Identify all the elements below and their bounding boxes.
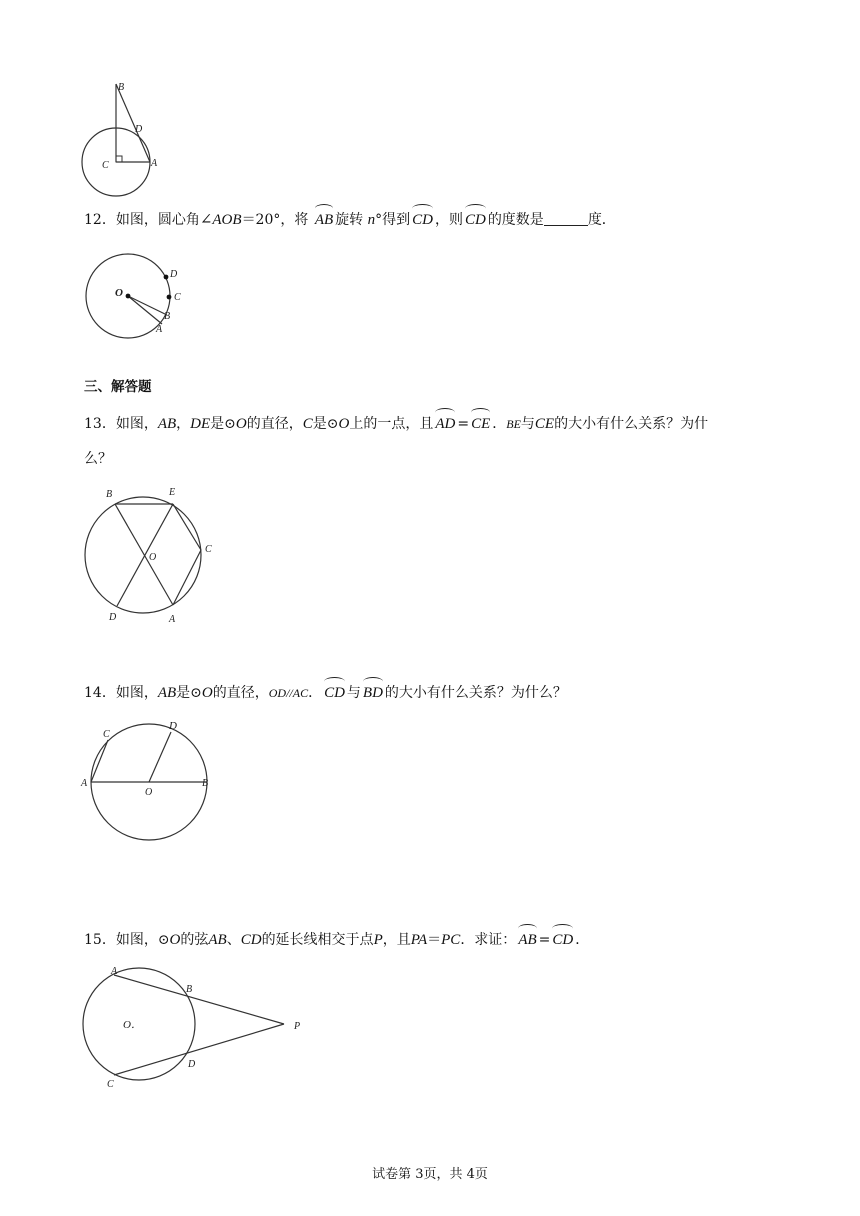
q12-mid2: °得到 xyxy=(375,212,411,228)
point-o xyxy=(126,294,131,299)
q12-answer-blank[interactable] xyxy=(544,211,588,226)
label-d: D xyxy=(170,269,178,280)
section-title: 三、解答题 xyxy=(84,379,152,395)
radius-od xyxy=(149,732,171,782)
chord-ec xyxy=(173,504,201,550)
segment-ba xyxy=(116,84,150,162)
page-footer xyxy=(0,1163,860,1182)
label-o: O． xyxy=(123,1019,142,1031)
label-b: B xyxy=(186,984,193,995)
question-14 xyxy=(84,679,567,703)
label-c: C xyxy=(102,160,109,171)
q13-arc-ce: CE xyxy=(471,410,490,434)
label-b: B xyxy=(118,82,125,93)
q15-t1: 的弦 xyxy=(180,932,209,948)
q15-t5: ＝ xyxy=(427,932,442,948)
q14-od-ac: OD//AC xyxy=(268,686,309,700)
label-a: A xyxy=(156,324,163,335)
q12-arc-cd-2: CD xyxy=(465,206,486,230)
q13-ab: AB xyxy=(157,416,177,432)
label-o: O xyxy=(115,287,123,299)
label-a: A xyxy=(151,158,158,169)
label-d: D xyxy=(188,1059,196,1070)
label-c: C xyxy=(103,729,110,740)
label-b: B xyxy=(202,778,209,789)
point-d xyxy=(164,275,169,280)
q13-de: DE xyxy=(190,416,211,432)
q14-ab: AB xyxy=(157,685,177,701)
figure-q14 xyxy=(78,716,218,842)
label-d: D xyxy=(169,720,177,732)
q15-cd: CD xyxy=(240,932,262,948)
page-number: 试卷第 3页，共 4页 xyxy=(372,1167,488,1182)
figure-q13 xyxy=(80,482,220,628)
q15-number: 15．如图，⊙ xyxy=(84,932,170,948)
figure-q11-svg xyxy=(78,78,168,198)
q14-t3: ． xyxy=(308,685,323,701)
q14-t2: 的直径， xyxy=(212,685,269,701)
q15-t7: ． xyxy=(575,932,590,948)
q13-ce: CE xyxy=(534,416,555,432)
label-a: A xyxy=(111,966,118,977)
secant-ap xyxy=(114,975,284,1024)
q12-mid3: ，则 xyxy=(434,212,463,228)
q15-arc-ab: AB xyxy=(518,926,536,950)
q15-t3: 的延长线相交于点 xyxy=(261,932,374,948)
q13-t4: 的直径， xyxy=(246,416,303,432)
q15-pc: PC xyxy=(441,932,461,948)
q12-eq: ＝20°，将 xyxy=(241,212,309,228)
q13-number: 13．如图， xyxy=(84,416,158,432)
q12-n: n xyxy=(367,212,376,228)
q15-pa: PA xyxy=(410,932,428,948)
q13-t10: 么？ xyxy=(84,451,112,467)
q13-o2: O xyxy=(338,416,350,432)
q14-o: O xyxy=(201,685,213,701)
secant-cp xyxy=(114,1024,284,1075)
label-o: O xyxy=(149,552,157,563)
q15-t4: ，且 xyxy=(382,932,411,948)
q15-p: P xyxy=(373,932,383,948)
q13-eq: = xyxy=(457,416,470,432)
q13-t6: 上的一点，且 xyxy=(349,416,434,432)
label-a: A xyxy=(169,614,176,625)
q14-t4: 与 xyxy=(346,685,361,701)
question-15 xyxy=(84,926,589,950)
q14-arc-bd: BD xyxy=(363,679,383,703)
label-b: B xyxy=(164,311,171,322)
label-o: O xyxy=(145,787,153,798)
q12-angle: ∠AOB xyxy=(199,212,242,228)
label-c: C xyxy=(205,544,212,555)
q13-t7: ． xyxy=(492,416,507,432)
q15-o: O xyxy=(169,932,181,948)
q14-t1: 是⊙ xyxy=(176,685,202,701)
q15-ab: AB xyxy=(208,932,227,948)
q15-arc-cd: CD xyxy=(552,926,573,950)
figure-q13-svg xyxy=(80,482,220,628)
label-a: A xyxy=(81,778,88,789)
q12-mid4: 的度数是 xyxy=(487,212,544,228)
q13-sep: ， xyxy=(176,416,191,432)
q14-number: 14．如图， xyxy=(84,685,158,701)
q13-t3: 是⊙ xyxy=(210,416,236,432)
q13-arc-ad: AD xyxy=(435,410,455,434)
question-13-line1 xyxy=(84,410,708,434)
q13-t5: 是⊙ xyxy=(312,416,339,432)
right-angle-mark xyxy=(116,156,122,162)
figure-q12-svg xyxy=(80,248,200,340)
figure-q11 xyxy=(78,78,168,198)
q12-number: 12．如图，圆心角 xyxy=(84,212,200,228)
q15-t6: ．求证： xyxy=(460,932,517,948)
q12-arc-ab: AB xyxy=(315,206,333,230)
q15-eq: = xyxy=(538,932,551,948)
q12-mid1: 旋转 xyxy=(335,212,364,228)
q15-t2: 、 xyxy=(226,932,241,948)
figure-q14-svg xyxy=(78,716,218,842)
q13-be: BE xyxy=(506,417,521,431)
q13-c: C xyxy=(302,416,313,432)
q13-t9: 的大小有什么关系？为什 xyxy=(554,416,709,432)
label-b: B xyxy=(106,489,113,500)
circle xyxy=(85,497,201,613)
chord-ac xyxy=(91,740,108,782)
label-c: C xyxy=(174,292,181,303)
label-d: D xyxy=(109,612,117,623)
q14-t5: 的大小有什么关系？为什么？ xyxy=(384,685,567,701)
q12-arc-cd: CD xyxy=(412,206,433,230)
section-heading xyxy=(84,375,152,395)
label-d: D xyxy=(135,124,143,135)
figure-q15-svg xyxy=(78,962,318,1094)
question-12 xyxy=(84,206,616,230)
label-c: C xyxy=(107,1079,114,1090)
label-e: E xyxy=(169,487,176,498)
q13-t8: 与 xyxy=(520,416,535,432)
point-c xyxy=(167,295,172,300)
question-13-line2 xyxy=(84,449,112,469)
figure-q15 xyxy=(78,962,318,1094)
q12-end: 度． xyxy=(587,212,616,228)
q13-o1: O xyxy=(235,416,247,432)
figure-q12 xyxy=(80,248,200,340)
q14-arc-cd: CD xyxy=(324,679,345,703)
label-p: P xyxy=(294,1021,301,1032)
